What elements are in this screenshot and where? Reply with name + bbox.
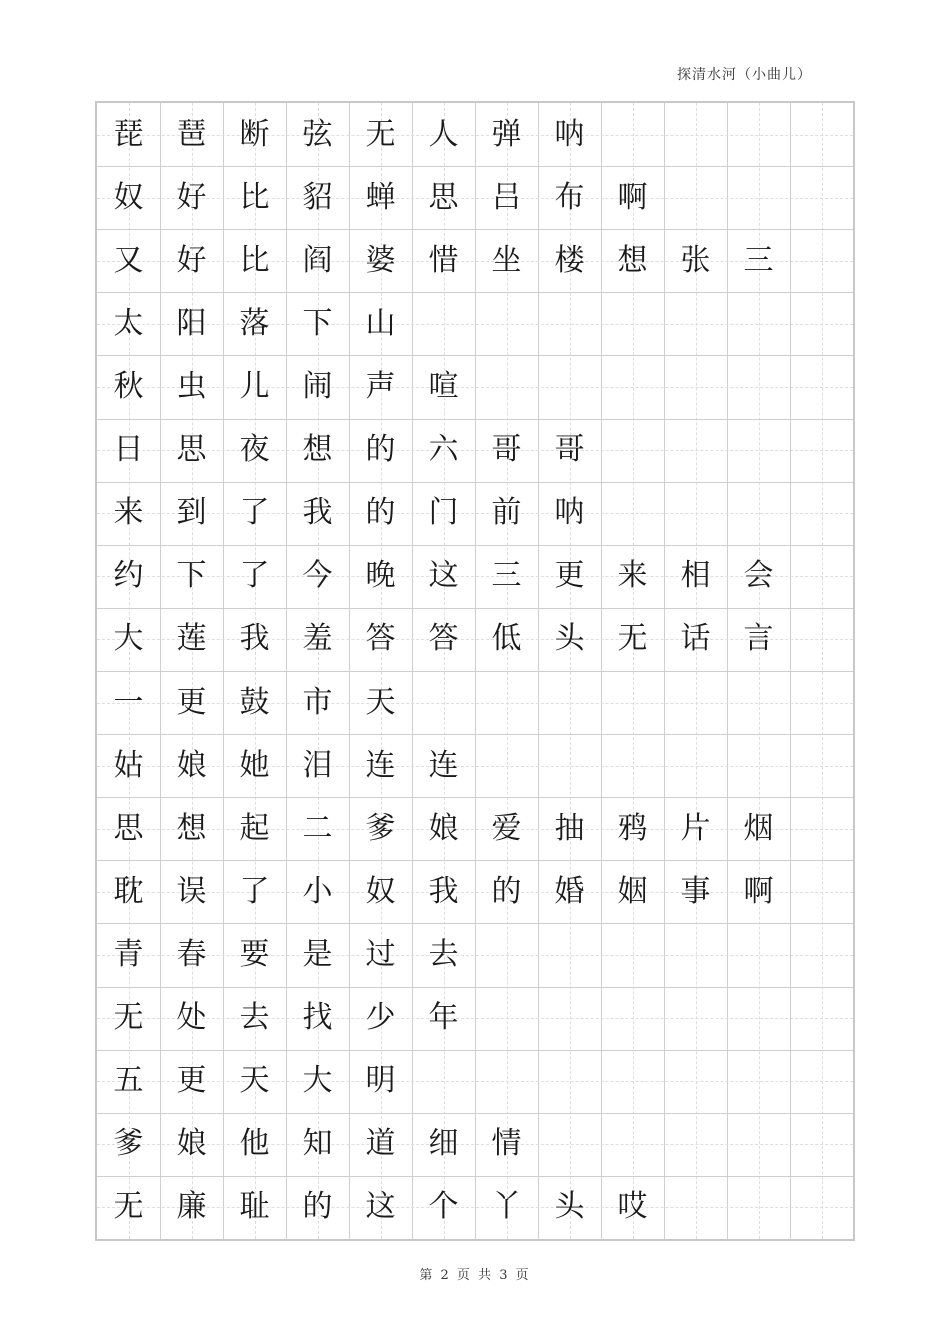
grid-cell-character: 哎 <box>617 1189 648 1225</box>
lyric-row <box>97 166 853 229</box>
grid-cell-character: 爱 <box>491 810 522 846</box>
grid-cell-character: 找 <box>302 1000 333 1036</box>
grid-cell-character: 虫 <box>176 368 207 404</box>
grid-cell-character: 三 <box>491 558 522 594</box>
lyric-row <box>97 1050 853 1113</box>
grid-cell-character: 个 <box>428 1189 459 1225</box>
grid-cell-character: 啊 <box>743 873 774 909</box>
grid-cell-character: 今 <box>302 558 333 594</box>
grid-cell-character: 话 <box>680 621 711 657</box>
grid-cell-character: 少 <box>365 1000 396 1036</box>
grid-cell-character: 无 <box>113 1189 144 1225</box>
lyric-row <box>97 545 853 608</box>
grid-cell-character: 人 <box>428 116 459 152</box>
lyric-row <box>97 923 853 986</box>
grid-cell-character: 蝉 <box>365 179 396 215</box>
grid-cell-character: 春 <box>176 936 207 972</box>
grid-cell-character: 坐 <box>491 242 522 278</box>
grid-cell-character: 弹 <box>491 116 522 152</box>
lyric-row <box>97 608 853 671</box>
grid-cell-character: 姻 <box>617 873 648 909</box>
grid-cell-character: 泪 <box>302 747 333 783</box>
grid-cell-character: 哥 <box>554 432 585 468</box>
grid-cell-character: 门 <box>428 495 459 531</box>
lyric-row <box>97 987 853 1050</box>
grid-cell-character: 六 <box>428 432 459 468</box>
grid-cell-character: 更 <box>176 1063 207 1099</box>
grid-cell-character: 去 <box>239 1000 270 1036</box>
grid-cell-character: 琶 <box>176 116 207 152</box>
grid-cell-character: 明 <box>365 1063 396 1099</box>
grid-cell-character: 了 <box>239 495 270 531</box>
grid-cell-character: 烟 <box>743 810 774 846</box>
grid-cell-character: 情 <box>491 1126 522 1162</box>
grid-cell-character: 我 <box>428 873 459 909</box>
grid-cell-character: 闹 <box>302 368 333 404</box>
grid-cell-character: 廉 <box>176 1189 207 1225</box>
lyric-row <box>97 292 853 355</box>
grid-cell-character: 的 <box>491 873 522 909</box>
grid-cell-character: 头 <box>554 1189 585 1225</box>
grid-cell-character: 丫 <box>491 1189 522 1225</box>
lyric-row <box>97 355 853 418</box>
grid-cell-character: 莲 <box>176 621 207 657</box>
grid-cell-character: 下 <box>302 305 333 341</box>
grid-cell-character: 爹 <box>365 810 396 846</box>
grid-cell-character: 好 <box>176 242 207 278</box>
grid-cell-character: 琵 <box>113 116 144 152</box>
grid-cell-character: 日 <box>113 432 144 468</box>
grid-cell-character: 貂 <box>302 179 333 215</box>
grid-cell-character: 婆 <box>365 242 396 278</box>
grid-cell-character: 鸦 <box>617 810 648 846</box>
grid-cell-character: 喧 <box>428 368 459 404</box>
grid-cell-character: 细 <box>428 1126 459 1162</box>
grid-cell-character: 大 <box>302 1063 333 1099</box>
grid-cell-character: 想 <box>617 242 648 278</box>
grid-cell-character: 头 <box>554 621 585 657</box>
lyric-row <box>97 229 853 292</box>
grid-cell-character: 前 <box>491 495 522 531</box>
practice-grid <box>95 101 855 1241</box>
grid-cell-character: 要 <box>239 936 270 972</box>
grid-cell-character: 思 <box>176 432 207 468</box>
grid-cell-character: 声 <box>365 368 396 404</box>
grid-cell-character: 啊 <box>617 179 648 215</box>
grid-cell-character: 约 <box>113 558 144 594</box>
grid-cell-character: 我 <box>239 621 270 657</box>
grid-cell-character: 相 <box>680 558 711 594</box>
grid-cell-character: 天 <box>239 1063 270 1099</box>
grid-cell-character: 连 <box>365 747 396 783</box>
grid-cell-character: 想 <box>176 810 207 846</box>
grid-cell-character: 落 <box>239 305 270 341</box>
grid-cell-character: 张 <box>680 242 711 278</box>
grid-cell-character: 娘 <box>176 747 207 783</box>
grid-cell-character: 来 <box>113 495 144 531</box>
grid-cell-character: 娘 <box>176 1126 207 1162</box>
grid-cell-character: 鼓 <box>239 684 270 720</box>
grid-cell-character: 奴 <box>113 179 144 215</box>
grid-cell-character: 无 <box>365 116 396 152</box>
grid-cell-character: 一 <box>113 684 144 720</box>
lyric-row <box>97 860 853 923</box>
grid-cell-character: 爹 <box>113 1126 144 1162</box>
grid-cell-character: 去 <box>428 936 459 972</box>
grid-cell-character: 市 <box>302 684 333 720</box>
grid-cell-character: 大 <box>113 621 144 657</box>
grid-cell-character: 来 <box>617 558 648 594</box>
grid-cell-character: 片 <box>680 810 711 846</box>
grid-cell-character: 更 <box>554 558 585 594</box>
grid-cell-character: 答 <box>428 621 459 657</box>
grid-cell-character: 耻 <box>239 1189 270 1225</box>
grid-cell-character: 想 <box>302 432 333 468</box>
grid-cell-character: 布 <box>554 179 585 215</box>
grid-cell-character: 楼 <box>554 242 585 278</box>
grid-cell-character: 五 <box>113 1063 144 1099</box>
grid-cell-character: 过 <box>365 936 396 972</box>
page-footer: 第 2 页 共 3 页 <box>419 1268 531 1283</box>
grid-cell-character: 晚 <box>365 558 396 594</box>
grid-cell-character: 二 <box>302 810 333 846</box>
grid-cell-character: 会 <box>743 558 774 594</box>
grid-cell-character: 婚 <box>554 873 585 909</box>
grid-cell-character: 年 <box>428 1000 459 1036</box>
lyric-row <box>97 103 853 166</box>
grid-cell-character: 呐 <box>554 116 585 152</box>
grid-cell-character: 呐 <box>554 495 585 531</box>
lyric-row <box>97 734 853 797</box>
grid-cell-character: 处 <box>176 1000 207 1036</box>
lyric-row <box>97 1176 853 1239</box>
grid-cell-character: 言 <box>743 621 774 657</box>
grid-cell-character: 夜 <box>239 432 270 468</box>
grid-cell-character: 耽 <box>113 873 144 909</box>
grid-cell-character: 好 <box>176 179 207 215</box>
grid-cell-character: 抽 <box>554 810 585 846</box>
lyric-row <box>97 482 853 545</box>
grid-cell-character: 是 <box>302 936 333 972</box>
grid-cell-character: 无 <box>113 1000 144 1036</box>
grid-cell-character: 弦 <box>302 116 333 152</box>
grid-cell-character: 答 <box>365 621 396 657</box>
lyric-row <box>97 419 853 482</box>
grid-cell-character: 比 <box>239 179 270 215</box>
grid-cell-character: 他 <box>239 1126 270 1162</box>
grid-cell-character: 阎 <box>302 242 333 278</box>
grid-cell-character: 娘 <box>428 810 459 846</box>
grid-cell-character: 到 <box>176 495 207 531</box>
lyric-row <box>97 671 853 734</box>
grid-cell-character: 起 <box>239 810 270 846</box>
lyric-row <box>97 1113 853 1176</box>
grid-cell-character: 事 <box>680 873 711 909</box>
grid-cell-character: 比 <box>239 242 270 278</box>
grid-cell-character: 儿 <box>239 368 270 404</box>
grid-cell-character: 山 <box>365 305 396 341</box>
grid-cell-character: 道 <box>365 1126 396 1162</box>
grid-cell-character: 哥 <box>491 432 522 468</box>
grid-cell-character: 羞 <box>302 621 333 657</box>
grid-cell-character: 姑 <box>113 747 144 783</box>
grid-cell-character: 断 <box>239 116 270 152</box>
header-title: 探清水河（小曲儿） <box>677 67 812 83</box>
grid-cell-character: 这 <box>428 558 459 594</box>
grid-cell-character: 思 <box>113 810 144 846</box>
grid-cell-character: 小 <box>302 873 333 909</box>
grid-cell-character: 吕 <box>491 179 522 215</box>
grid-cell-character: 天 <box>365 684 396 720</box>
grid-cell-character: 阳 <box>176 305 207 341</box>
grid-cell-character: 无 <box>617 621 648 657</box>
grid-cell-character: 了 <box>239 873 270 909</box>
grid-cell-character: 思 <box>428 179 459 215</box>
lyric-row <box>97 797 853 860</box>
grid-cell-character: 低 <box>491 621 522 657</box>
grid-cell-character: 知 <box>302 1126 333 1162</box>
grid-cell-character: 这 <box>365 1189 396 1225</box>
grid-cell-character: 秋 <box>113 368 144 404</box>
grid-cell-character: 连 <box>428 747 459 783</box>
grid-cell-character: 又 <box>113 242 144 278</box>
grid-cell-character: 三 <box>743 242 774 278</box>
grid-cell-character: 我 <box>302 495 333 531</box>
grid-cell-character: 的 <box>365 495 396 531</box>
grid-cell-character: 青 <box>113 936 144 972</box>
grid-cell-character: 更 <box>176 684 207 720</box>
grid-cell-character: 了 <box>239 558 270 594</box>
grid-cell-character: 奴 <box>365 873 396 909</box>
grid-cell-character: 误 <box>176 873 207 909</box>
grid-cell-character: 下 <box>176 558 207 594</box>
grid-cell-character: 的 <box>302 1189 333 1225</box>
grid-cell-character: 她 <box>239 747 270 783</box>
grid-cell-character: 惜 <box>428 242 459 278</box>
grid-cell-character: 的 <box>365 432 396 468</box>
grid-cell-character: 太 <box>113 305 144 341</box>
